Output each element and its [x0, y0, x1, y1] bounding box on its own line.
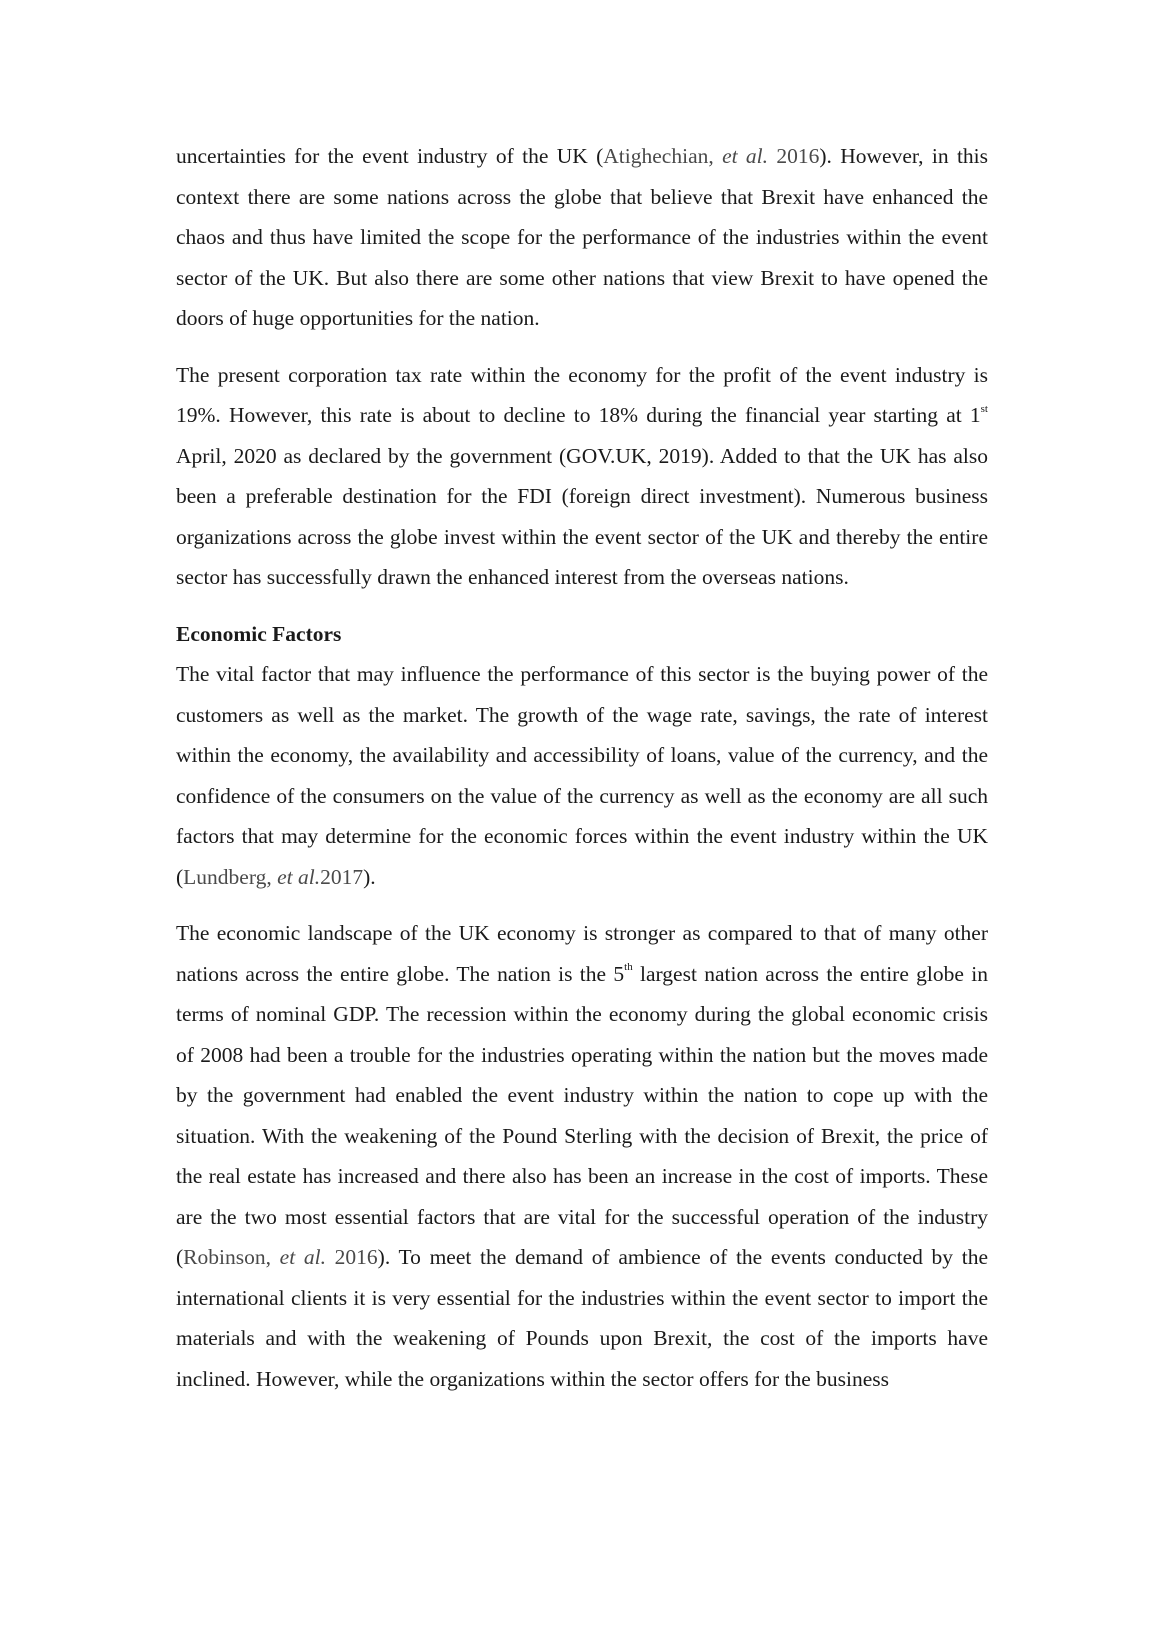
citation-author: Atighechian,: [603, 144, 723, 168]
text-segment: uncertainties for the event industry of the UK (: [176, 144, 604, 168]
document-page: [176, 136, 988, 1415]
text-segment: largest nation across the entire globe in terms of nominal GDP. The recession within the economy during the global economic crisis of 2008 had been a trouble for the industries operating within the nation but the moves made by the government had enabled the event industry within the nation to cope up with the situation. With the weakening of the Pound Sterling with the decision of Brexit, the price of the real estate has increased and there also has been an increase in the cost of imports. These are the two most essential factors that are vital for the successful operation of the industry (: [176, 961, 988, 1269]
citation-lundberg: [183, 865, 363, 889]
text-segment: The vital factor that may influence the performance of this sector is the buying power of the customers as well as the market. The growth of the wage rate, savings, the rate of interest within the economy, the availability and accessibility of loans, value of the currency, and the confidence of the consumers on the value of the currency as well as the economy are all such factors that may determine for the economic forces within the event industry within the UK (: [176, 662, 988, 889]
text-segment: ). To meet the demand of ambience of the events conducted by the international clients it is very essential for the industries within the event sector to import the materials and with the weakening of Pounds upon Brexit, the cost of the imports have inclined. However, while the organizations within the sector offers for the business: [176, 1245, 989, 1391]
paragraph-economic-landscape: [176, 913, 988, 1399]
ordinal-suffix: th: [624, 961, 633, 974]
section-heading-economic-factors: Economic Factors: [176, 621, 342, 646]
citation-author: Lundberg,: [183, 864, 278, 889]
citation-etal: et al.: [279, 1245, 326, 1269]
citation-atighechian: [603, 144, 819, 168]
ordinal-suffix: st: [980, 402, 988, 415]
citation-author: Robinson,: [183, 1245, 280, 1269]
citation-year: 2016: [325, 1245, 378, 1269]
text-segment: ). However, in this context there are some nations across the globe that believe that Brexit have enhanced the chaos and thus have limited the scope for the performance of the industries within the event sector of the UK. But also there are some other nations that view Brexit to have opened the doors of huge opportunities for the nation.: [176, 144, 989, 330]
paragraph-buying-power: [176, 654, 988, 897]
text-segment: The present corporation tax rate within the economy for the profit of the event industry is 19%. However, this rate is about to decline to 18% during the financial year starting at 1: [176, 362, 988, 427]
citation-etal: et al.: [722, 144, 769, 168]
text-segment: ).: [363, 864, 376, 889]
citation-year: 2016: [768, 144, 820, 168]
paragraph-corporation-tax: [176, 355, 988, 598]
text-segment: April, 2020 as declared by the government (GOV.UK, 2019). Added to that the UK has also been a preferable destination for the FDI (foreign direct investment). Numerous business organizations across the globe invest within the event sector of the UK and thereby the entire sector has successfully drawn the enhanced interest from the overseas nations.: [176, 443, 988, 589]
citation-year: 2017: [320, 864, 364, 889]
text-segment: The economic landscape of the UK economy is stronger as compared to that of many other nations across the entire globe. The nation is the 5: [176, 921, 988, 986]
citation-etal: et al.: [277, 864, 321, 889]
citation-robinson: [183, 1245, 378, 1269]
paragraph-brexit-uncertainty: [176, 136, 988, 339]
